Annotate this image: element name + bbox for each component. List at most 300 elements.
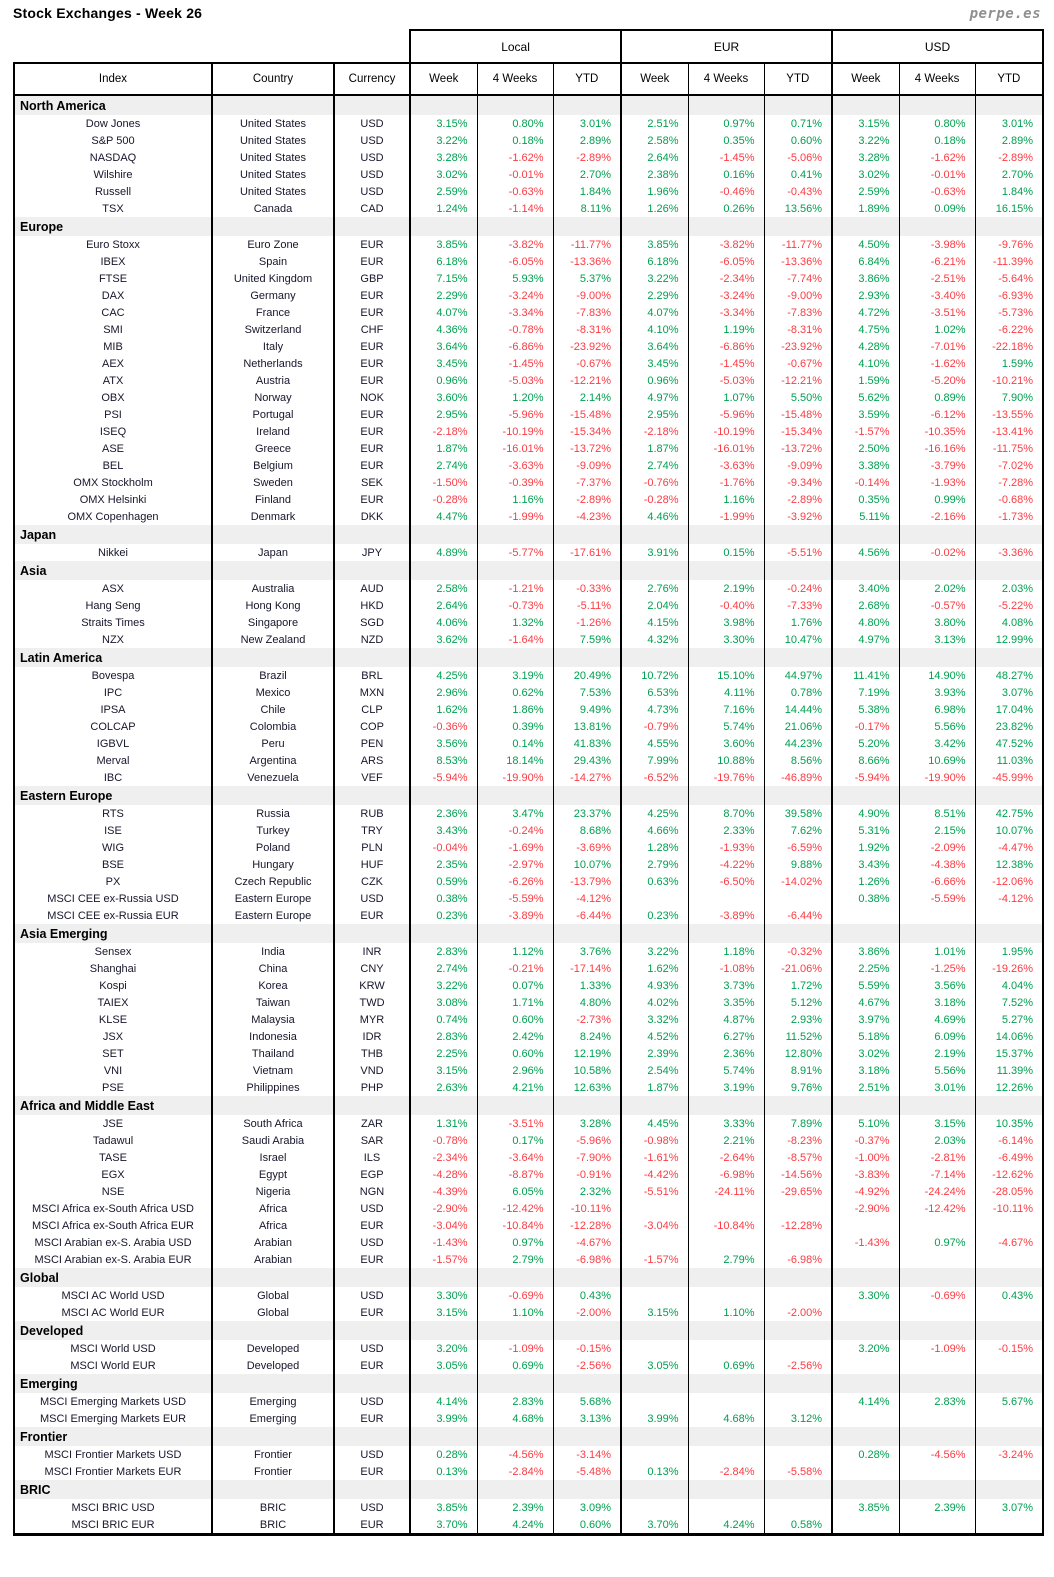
value-cell-4weeks-eur: 3.33% — [688, 1115, 764, 1132]
currency-code: PEN — [334, 735, 410, 752]
index-name: MSCI Frontier Markets EUR — [14, 1463, 212, 1480]
table-row — [14, 166, 1043, 183]
value-cell-4weeks-local: 2.39% — [477, 1499, 553, 1516]
country-name: South Africa — [212, 1115, 334, 1132]
stock-exchanges-table — [13, 29, 1044, 1536]
value-cell-week-usd: 1.89% — [832, 200, 899, 217]
section-cell — [832, 95, 899, 115]
table-row — [14, 805, 1043, 822]
country-name: Frontier — [212, 1446, 334, 1463]
value-cell-4weeks-local: 5.93% — [477, 270, 553, 287]
value-cell-ytd-eur: -3.92% — [764, 508, 832, 525]
col-header-index: Index — [14, 63, 212, 95]
index-name: IBC — [14, 769, 212, 786]
section-row — [14, 924, 1043, 943]
value-cell-week-local: 8.53% — [410, 752, 477, 769]
value-cell-ytd-usd: -6.22% — [975, 321, 1043, 338]
value-cell-week-usd: -4.92% — [832, 1183, 899, 1200]
currency-code: EUR — [334, 457, 410, 474]
table-row — [14, 614, 1043, 631]
value-cell-4weeks-usd: -2.51% — [899, 270, 975, 287]
section-row — [14, 648, 1043, 667]
index-name: MSCI World USD — [14, 1340, 212, 1357]
currency-code: EUR — [334, 907, 410, 924]
table-row — [14, 1410, 1043, 1427]
value-cell-ytd-local: 7.59% — [553, 631, 621, 648]
value-cell-4weeks-eur: -0.46% — [688, 183, 764, 200]
country-name: China — [212, 960, 334, 977]
value-cell-ytd-local: 3.28% — [553, 1115, 621, 1132]
table-body — [14, 95, 1043, 1535]
value-cell-week-usd: 8.66% — [832, 752, 899, 769]
value-cell-ytd-eur: -0.67% — [764, 355, 832, 372]
value-cell-ytd-usd — [975, 907, 1043, 924]
section-label: BRIC — [14, 1480, 212, 1499]
value-cell-week-local: 2.29% — [410, 287, 477, 304]
value-cell-week-eur: 4.97% — [621, 389, 688, 406]
value-cell-week-local: 4.07% — [410, 304, 477, 321]
value-cell-ytd-eur: 2.93% — [764, 1011, 832, 1028]
value-cell-week-usd: 5.10% — [832, 1115, 899, 1132]
value-cell-ytd-usd: -10.21% — [975, 372, 1043, 389]
section-cell — [975, 648, 1043, 667]
value-cell-4weeks-eur: 4.68% — [688, 1410, 764, 1427]
currency-code: EUR — [334, 1217, 410, 1234]
value-cell-week-eur: 4.93% — [621, 977, 688, 994]
value-cell-4weeks-eur: 0.15% — [688, 544, 764, 561]
section-cell — [621, 1480, 688, 1499]
section-label: Asia Emerging — [14, 924, 212, 943]
value-cell-4weeks-eur: 2.21% — [688, 1132, 764, 1149]
section-cell — [621, 525, 688, 544]
section-cell — [899, 95, 975, 115]
section-cell — [477, 1096, 553, 1115]
section-row — [14, 1096, 1043, 1115]
value-cell-4weeks-local: -3.63% — [477, 457, 553, 474]
index-name: MSCI World EUR — [14, 1357, 212, 1374]
value-cell-4weeks-usd: -1.62% — [899, 149, 975, 166]
value-cell-ytd-eur: -9.09% — [764, 457, 832, 474]
value-cell-week-local: 0.74% — [410, 1011, 477, 1028]
index-name: PX — [14, 873, 212, 890]
value-cell-week-local: 0.38% — [410, 890, 477, 907]
currency-code: EUR — [334, 1410, 410, 1427]
value-cell-4weeks-usd: -2.81% — [899, 1149, 975, 1166]
section-cell — [477, 1321, 553, 1340]
index-name: Tadawul — [14, 1132, 212, 1149]
value-cell-ytd-eur: -2.89% — [764, 491, 832, 508]
col-header-ytd-local: YTD — [553, 63, 621, 95]
value-cell-ytd-local: 23.37% — [553, 805, 621, 822]
currency-code: USD — [334, 166, 410, 183]
value-cell-4weeks-local: 0.62% — [477, 684, 553, 701]
value-cell-week-usd: 4.97% — [832, 631, 899, 648]
value-cell-ytd-usd: 10.35% — [975, 1115, 1043, 1132]
value-cell-week-local: -0.36% — [410, 718, 477, 735]
value-cell-4weeks-eur: -2.64% — [688, 1149, 764, 1166]
value-cell-ytd-eur: 5.12% — [764, 994, 832, 1011]
value-cell-4weeks-eur: -6.50% — [688, 873, 764, 890]
index-name: SET — [14, 1045, 212, 1062]
value-cell-week-eur: 1.62% — [621, 960, 688, 977]
section-cell — [975, 561, 1043, 580]
country-name: United States — [212, 149, 334, 166]
value-cell-4weeks-usd: -1.62% — [899, 355, 975, 372]
section-row — [14, 95, 1043, 115]
section-cell — [410, 1268, 477, 1287]
table-row — [14, 822, 1043, 839]
value-cell-week-local: -2.90% — [410, 1200, 477, 1217]
value-cell-week-eur: 4.55% — [621, 735, 688, 752]
value-cell-week-local: -1.43% — [410, 1234, 477, 1251]
index-name: RTS — [14, 805, 212, 822]
value-cell-4weeks-eur: -1.45% — [688, 149, 764, 166]
value-cell-week-local: 3.22% — [410, 977, 477, 994]
country-name: Arabian — [212, 1251, 334, 1268]
section-cell — [832, 786, 899, 805]
index-name: MSCI Frontier Markets USD — [14, 1446, 212, 1463]
value-cell-week-eur: 0.23% — [621, 907, 688, 924]
section-cell — [764, 648, 832, 667]
section-cell — [553, 1096, 621, 1115]
country-name: Switzerland — [212, 321, 334, 338]
value-cell-4weeks-usd: 2.03% — [899, 1132, 975, 1149]
value-cell-ytd-eur: -46.89% — [764, 769, 832, 786]
value-cell-ytd-eur: -12.28% — [764, 1217, 832, 1234]
value-cell-4weeks-eur: -24.11% — [688, 1183, 764, 1200]
currency-code: PHP — [334, 1079, 410, 1096]
value-cell-ytd-eur: 0.58% — [764, 1516, 832, 1535]
index-name: NASDAQ — [14, 149, 212, 166]
value-cell-4weeks-eur: -3.34% — [688, 304, 764, 321]
value-cell-week-usd: 0.35% — [832, 491, 899, 508]
value-cell-ytd-local: -15.34% — [553, 423, 621, 440]
value-cell-ytd-eur: -13.36% — [764, 253, 832, 270]
currency-code: USD — [334, 1499, 410, 1516]
currency-code: COP — [334, 718, 410, 735]
value-cell-ytd-eur: -14.56% — [764, 1166, 832, 1183]
table-row — [14, 508, 1043, 525]
value-cell-ytd-eur: -5.58% — [764, 1463, 832, 1480]
country-name: Peru — [212, 735, 334, 752]
currency-code: USD — [334, 115, 410, 132]
value-cell-week-usd: 3.30% — [832, 1287, 899, 1304]
currency-code: BRL — [334, 667, 410, 684]
col-header-week-eur: Week — [621, 63, 688, 95]
value-cell-ytd-eur: 1.72% — [764, 977, 832, 994]
value-cell-ytd-usd: 5.67% — [975, 1393, 1043, 1410]
section-cell — [832, 1096, 899, 1115]
country-name: Euro Zone — [212, 236, 334, 253]
value-cell-ytd-usd: -6.49% — [975, 1149, 1043, 1166]
value-cell-4weeks-local: 0.69% — [477, 1357, 553, 1374]
index-name: MSCI Emerging Markets EUR — [14, 1410, 212, 1427]
value-cell-4weeks-eur: 6.27% — [688, 1028, 764, 1045]
currency-code: USD — [334, 183, 410, 200]
value-cell-ytd-usd: -0.15% — [975, 1340, 1043, 1357]
value-cell-week-eur: 4.52% — [621, 1028, 688, 1045]
currency-code: HUF — [334, 856, 410, 873]
index-name: OMX Helsinki — [14, 491, 212, 508]
table-row — [14, 287, 1043, 304]
table-row — [14, 1045, 1043, 1062]
value-cell-ytd-eur: -6.98% — [764, 1251, 832, 1268]
section-cell — [553, 1268, 621, 1287]
value-cell-ytd-usd: 2.03% — [975, 580, 1043, 597]
value-cell-4weeks-usd — [899, 1217, 975, 1234]
value-cell-4weeks-local: 18.14% — [477, 752, 553, 769]
country-name: Vietnam — [212, 1062, 334, 1079]
value-cell-ytd-usd — [975, 1516, 1043, 1535]
brand-link[interactable]: perpe.es — [969, 6, 1041, 22]
section-cell — [764, 561, 832, 580]
section-cell — [832, 924, 899, 943]
page-title: Stock Exchanges - Week 26 — [13, 5, 203, 21]
index-name: ISE — [14, 822, 212, 839]
value-cell-week-usd: 4.90% — [832, 805, 899, 822]
value-cell-4weeks-local: -1.21% — [477, 580, 553, 597]
section-cell — [688, 648, 764, 667]
value-cell-4weeks-local: -1.99% — [477, 508, 553, 525]
value-cell-4weeks-usd: -7.01% — [899, 338, 975, 355]
section-cell — [212, 217, 334, 236]
value-cell-week-usd: -1.57% — [832, 423, 899, 440]
value-cell-4weeks-eur: -5.03% — [688, 372, 764, 389]
value-cell-week-local: -0.28% — [410, 491, 477, 508]
value-cell-ytd-eur: -5.06% — [764, 149, 832, 166]
value-cell-week-usd: -2.90% — [832, 1200, 899, 1217]
value-cell-4weeks-usd: 0.97% — [899, 1234, 975, 1251]
section-cell — [212, 1374, 334, 1393]
currency-code: EUR — [334, 1516, 410, 1535]
col-header-currency: Currency — [334, 63, 410, 95]
value-cell-ytd-usd: -45.99% — [975, 769, 1043, 786]
value-cell-4weeks-eur — [688, 1287, 764, 1304]
value-cell-4weeks-local: -2.97% — [477, 856, 553, 873]
value-cell-week-local: 2.36% — [410, 805, 477, 822]
currency-code: EUR — [334, 1251, 410, 1268]
section-cell — [688, 786, 764, 805]
value-cell-ytd-usd: -5.64% — [975, 270, 1043, 287]
index-name: MSCI Africa ex-South Africa USD — [14, 1200, 212, 1217]
section-cell — [553, 1374, 621, 1393]
value-cell-week-usd: 3.86% — [832, 270, 899, 287]
value-cell-week-eur: 4.10% — [621, 321, 688, 338]
section-label: Developed — [14, 1321, 212, 1340]
value-cell-week-local: 3.05% — [410, 1357, 477, 1374]
currency-code: USD — [334, 149, 410, 166]
value-cell-4weeks-eur: 2.36% — [688, 1045, 764, 1062]
value-cell-ytd-usd: 48.27% — [975, 667, 1043, 684]
value-cell-ytd-local: 8.11% — [553, 200, 621, 217]
currency-code: IDR — [334, 1028, 410, 1045]
value-cell-week-eur: 3.32% — [621, 1011, 688, 1028]
section-cell — [975, 95, 1043, 115]
value-cell-4weeks-local: -3.89% — [477, 907, 553, 924]
table-row — [14, 667, 1043, 684]
section-cell — [477, 217, 553, 236]
value-cell-week-local: 4.36% — [410, 321, 477, 338]
value-cell-week-eur: -4.42% — [621, 1166, 688, 1183]
value-cell-week-eur: -3.04% — [621, 1217, 688, 1234]
currency-code: EUR — [334, 1463, 410, 1480]
currency-code: AUD — [334, 580, 410, 597]
section-cell — [477, 1480, 553, 1499]
value-cell-ytd-local: 7.53% — [553, 684, 621, 701]
currency-code: HKD — [334, 597, 410, 614]
section-cell — [764, 1374, 832, 1393]
country-name: United States — [212, 115, 334, 132]
section-cell — [212, 1096, 334, 1115]
value-cell-week-local: -1.57% — [410, 1251, 477, 1268]
section-cell — [621, 95, 688, 115]
header-spacer — [14, 30, 410, 63]
index-name: VNI — [14, 1062, 212, 1079]
value-cell-ytd-eur — [764, 1499, 832, 1516]
value-cell-4weeks-eur: -3.24% — [688, 287, 764, 304]
section-cell — [688, 1427, 764, 1446]
value-cell-week-local: 0.23% — [410, 907, 477, 924]
currency-code: EUR — [334, 338, 410, 355]
currency-code: USD — [334, 890, 410, 907]
index-name: TAIEX — [14, 994, 212, 1011]
country-name: Japan — [212, 544, 334, 561]
value-cell-ytd-usd: -13.55% — [975, 406, 1043, 423]
value-cell-4weeks-eur: -10.84% — [688, 1217, 764, 1234]
value-cell-ytd-eur: -8.23% — [764, 1132, 832, 1149]
value-cell-week-usd: 4.10% — [832, 355, 899, 372]
value-cell-ytd-usd: 14.06% — [975, 1028, 1043, 1045]
value-cell-ytd-local: 41.83% — [553, 735, 621, 752]
currency-code: USD — [334, 1200, 410, 1217]
value-cell-week-local: 3.99% — [410, 1410, 477, 1427]
value-cell-week-local: 3.60% — [410, 389, 477, 406]
value-cell-4weeks-eur: 0.35% — [688, 132, 764, 149]
value-cell-ytd-usd: 42.75% — [975, 805, 1043, 822]
value-cell-ytd-usd: 12.38% — [975, 856, 1043, 873]
value-cell-ytd-local: 3.13% — [553, 1410, 621, 1427]
value-cell-ytd-eur — [764, 890, 832, 907]
currency-code: CZK — [334, 873, 410, 890]
value-cell-ytd-eur: -23.92% — [764, 338, 832, 355]
value-cell-4weeks-usd: 5.56% — [899, 718, 975, 735]
value-cell-ytd-eur: 7.62% — [764, 822, 832, 839]
value-cell-week-local: 4.06% — [410, 614, 477, 631]
value-cell-ytd-usd: -28.05% — [975, 1183, 1043, 1200]
value-cell-ytd-local: -7.83% — [553, 304, 621, 321]
value-cell-week-usd: 4.80% — [832, 614, 899, 631]
value-cell-4weeks-usd: 14.90% — [899, 667, 975, 684]
value-cell-ytd-eur: 14.44% — [764, 701, 832, 718]
value-cell-week-local: 3.56% — [410, 735, 477, 752]
value-cell-ytd-usd — [975, 1304, 1043, 1321]
value-cell-4weeks-eur: 4.87% — [688, 1011, 764, 1028]
value-cell-4weeks-eur: -6.86% — [688, 338, 764, 355]
currency-code: USD — [334, 1287, 410, 1304]
value-cell-week-eur: 2.39% — [621, 1045, 688, 1062]
value-cell-ytd-local: -0.67% — [553, 355, 621, 372]
value-cell-4weeks-usd: 6.98% — [899, 701, 975, 718]
table-row — [14, 1463, 1043, 1480]
value-cell-4weeks-local: -6.86% — [477, 338, 553, 355]
value-cell-4weeks-eur: 0.16% — [688, 166, 764, 183]
table-row — [14, 321, 1043, 338]
section-cell — [621, 1374, 688, 1393]
currency-code: JPY — [334, 544, 410, 561]
section-cell — [621, 217, 688, 236]
value-cell-week-usd — [832, 1304, 899, 1321]
country-name: Africa — [212, 1200, 334, 1217]
country-name: Eastern Europe — [212, 890, 334, 907]
index-name: TSX — [14, 200, 212, 217]
value-cell-ytd-local: -23.92% — [553, 338, 621, 355]
value-cell-week-eur: -2.18% — [621, 423, 688, 440]
value-cell-week-usd: 5.11% — [832, 508, 899, 525]
value-cell-week-usd: 4.75% — [832, 321, 899, 338]
value-cell-week-local: 4.47% — [410, 508, 477, 525]
value-cell-week-eur: 1.87% — [621, 1079, 688, 1096]
value-cell-ytd-local: 2.70% — [553, 166, 621, 183]
value-cell-4weeks-eur: 1.18% — [688, 943, 764, 960]
table-row — [14, 1062, 1043, 1079]
section-cell — [212, 525, 334, 544]
country-name: United States — [212, 132, 334, 149]
value-cell-4weeks-usd: -2.09% — [899, 839, 975, 856]
currency-code: ARS — [334, 752, 410, 769]
value-cell-week-eur — [621, 1234, 688, 1251]
index-name: Sensex — [14, 943, 212, 960]
currency-code: ZAR — [334, 1115, 410, 1132]
country-name: Finland — [212, 491, 334, 508]
value-cell-4weeks-eur: -0.40% — [688, 597, 764, 614]
value-cell-ytd-eur: -6.44% — [764, 907, 832, 924]
value-cell-4weeks-eur — [688, 1234, 764, 1251]
value-cell-ytd-local: -0.33% — [553, 580, 621, 597]
value-cell-ytd-eur: -6.59% — [764, 839, 832, 856]
value-cell-ytd-local: 8.68% — [553, 822, 621, 839]
value-cell-week-local: 7.15% — [410, 270, 477, 287]
value-cell-4weeks-local: -3.82% — [477, 236, 553, 253]
value-cell-4weeks-usd: 3.56% — [899, 977, 975, 994]
table-row — [14, 994, 1043, 1011]
value-cell-4weeks-usd: -0.02% — [899, 544, 975, 561]
index-name: Merval — [14, 752, 212, 769]
value-cell-ytd-eur: -0.32% — [764, 943, 832, 960]
value-cell-4weeks-usd: -5.20% — [899, 372, 975, 389]
section-cell — [410, 1321, 477, 1340]
value-cell-4weeks-eur: -19.76% — [688, 769, 764, 786]
section-row — [14, 1427, 1043, 1446]
country-name: Thailand — [212, 1045, 334, 1062]
value-cell-ytd-local: -4.67% — [553, 1234, 621, 1251]
value-cell-4weeks-usd: -4.56% — [899, 1446, 975, 1463]
value-cell-4weeks-eur — [688, 1200, 764, 1217]
value-cell-4weeks-local: -3.51% — [477, 1115, 553, 1132]
value-cell-ytd-eur — [764, 1287, 832, 1304]
table-row — [14, 752, 1043, 769]
value-cell-4weeks-eur: -2.84% — [688, 1463, 764, 1480]
value-cell-week-local: 2.96% — [410, 684, 477, 701]
value-cell-4weeks-local: 4.21% — [477, 1079, 553, 1096]
col-header-ytd-eur: YTD — [764, 63, 832, 95]
value-cell-4weeks-usd: -1.25% — [899, 960, 975, 977]
value-cell-ytd-usd: -3.24% — [975, 1446, 1043, 1463]
value-cell-4weeks-local: -0.21% — [477, 960, 553, 977]
value-cell-ytd-usd: -5.73% — [975, 304, 1043, 321]
section-cell — [334, 1427, 410, 1446]
table-row — [14, 1217, 1043, 1234]
index-name: FTSE — [14, 270, 212, 287]
